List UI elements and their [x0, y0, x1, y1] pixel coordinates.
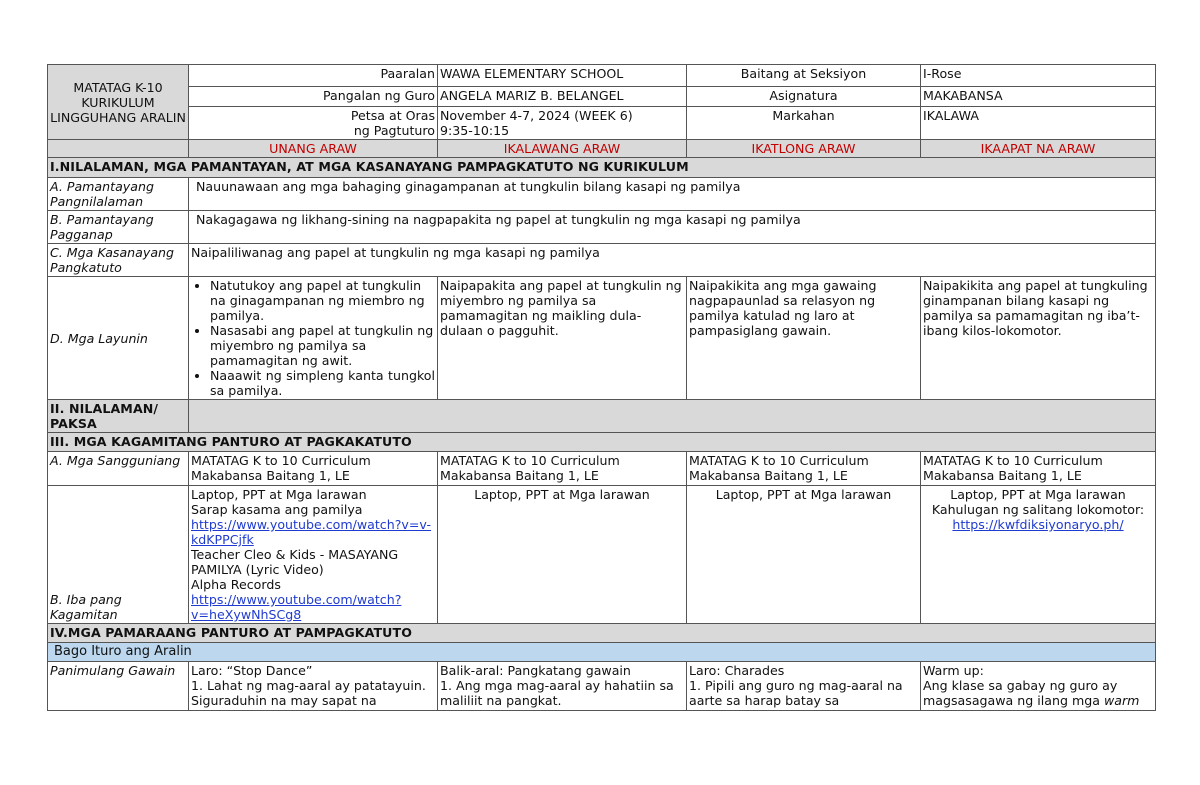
pamantayang-pagganap-label: B. Pamantayang Pagganap	[48, 211, 189, 244]
section-4-title: IV.MGA PAMARAANG PANTURO AT PAMPAGKATUTO	[48, 624, 1156, 643]
baitang-value: I-Rose	[921, 65, 1156, 87]
youtube-link-1[interactable]: https://www.youtube.com/watch?v=v-kdKPPCjfk	[191, 517, 432, 547]
list-item: • Natutukoy ang papel at tungkulin na ginagampanan ng miembro ng pamilya.	[210, 278, 435, 323]
day-header-3: IKATLONG ARAW	[687, 140, 921, 158]
kwf-diksiyonaryo-link[interactable]: https://kwfdiksiyonaryo.ph/	[952, 517, 1124, 532]
day-header-2: IKALAWANG ARAW	[438, 140, 687, 158]
kagamitan-day3: Laptop, PPT at Mga larawan	[687, 486, 921, 624]
layunin-day1-list	[191, 278, 435, 398]
kagamitan-day1: Laptop, PPT at Mga larawan Sarap kasama ang pamilya https://www.youtube.com/watch?v=v-kdKPPCjfk Teacher Cleo & Kids - MASAYANG PAMILYA (Lyric Video) Alpha Records https://www.youtube.com/watch?v=heXywNhSCg8	[189, 486, 438, 624]
kasanayang-pangkatuto-label: C. Mga Kasanayang Pangkatuto	[48, 244, 189, 277]
youtube-link-2[interactable]: https://www.youtube.com/watch?v=heXywNhSCg8	[191, 592, 402, 622]
lesson-plan-table	[47, 64, 1156, 711]
kagamitan-day4: Laptop, PPT at Mga larawan Kahulugan ng salitang lokomotor: https://kwfdiksiyonaryo.ph/	[921, 486, 1156, 624]
asignatura-label: Asignatura	[687, 87, 921, 107]
layunin-day2: Naipapakita ang papel at tungkulin ng miyembro ng pamilya sa pamamagitan ng maikling dula-dulaan o pagguhit.	[438, 277, 687, 400]
day-header-spacer	[48, 140, 189, 158]
panimulang-day4: Warm up: Ang klase sa gabay ng guro ay magsasagawa ng ilang mga warm	[921, 662, 1156, 711]
pamantayang-pangnilalaman-label: A. Pamantayang Pangnilalaman	[48, 178, 189, 211]
guro-value: ANGELA MARIZ B. BELANGEL	[438, 87, 687, 107]
bago-ituro-subheader: Bago Ituro ang Aralin	[48, 643, 1156, 662]
markahan-label: Markahan	[687, 107, 921, 140]
section-3-title: III. MGA KAGAMITANG PANTURO AT PAGKAKATUTO	[48, 433, 1156, 452]
pamantayang-pangnilalaman-value: Nauunawaan ang mga bahaging ginagampanan at tungkulin bilang kasapi ng pamilya	[189, 178, 1156, 211]
panimulang-day3: Laro: Charades 1. Pipili ang guro ng mag-aaral na aarte sa harap batay sa	[687, 662, 921, 711]
petsa-value: November 4-7, 2024 (WEEK 6) 9:35-10:15	[438, 107, 687, 140]
layunin-day1	[189, 277, 438, 400]
section-1-title: I.NILALAMAN, MGA PAMANTAYAN, AT MGA KASANAYANG PAMPAGKATUTO NG KURIKULUM	[48, 158, 1156, 178]
panimulang-gawain-label: Panimulang Gawain	[48, 662, 189, 711]
list-item: • Naaawit ng simpleng kanta tungkol sa pamilya.	[210, 368, 435, 398]
day-header-4: IKAAPAT NA ARAW	[921, 140, 1156, 158]
sanggunian-day4: MATATAG K to 10 Curriculum Makabansa Baitang 1, LE	[921, 452, 1156, 486]
kasanayang-pangkatuto-value: Naipaliliwanag ang papel at tungkulin ng mga kasapi ng pamilya	[189, 244, 1156, 277]
guro-label: Pangalan ng Guro	[189, 87, 438, 107]
sanggunian-label: A. Mga Sangguniang	[48, 452, 189, 486]
list-item: • Nasasabi ang papel at tungkulin ng miyembro ng pamilya sa pamamagitan ng awit.	[210, 323, 435, 368]
layunin-day4: Naipakikita ang papel at tungkuling ginampanan bilang kasapi ng pamilya sa pamamagitan ng iba’t-ibang kilos-lokomotor.	[921, 277, 1156, 400]
kagamitan-day2: Laptop, PPT at Mga larawan	[438, 486, 687, 624]
plan-title: MATATAG K-10 KURIKULUM LINGGUHANG ARALIN	[48, 65, 189, 140]
panimulang-day2: Balik-aral: Pangkatang gawain 1. Ang mga mag-aaral ay hahatiin sa maliliit na pangkat.	[438, 662, 687, 711]
paaralan-label: Paaralan	[189, 65, 438, 87]
petsa-label: Petsa at Oras ng Pagtuturo	[189, 107, 438, 140]
lesson-plan-sheet	[47, 64, 1155, 711]
iba-pang-kagamitan-label: B. Iba pang Kagamitan	[48, 486, 189, 624]
sanggunian-day2: MATATAG K to 10 Curriculum Makabansa Baitang 1, LE	[438, 452, 687, 486]
section-2-title: II. NILALAMAN/ PAKSA	[48, 400, 189, 433]
layunin-day3: Naipakikita ang mga gawaing nagpapaunlad sa relasyon ng pamilya katulad ng laro at pampasiglang gawain.	[687, 277, 921, 400]
paaralan-value: WAWA ELEMENTARY SCHOOL	[438, 65, 687, 87]
sanggunian-day1: MATATAG K to 10 Curriculum Makabansa Baitang 1, LE	[189, 452, 438, 486]
panimulang-day1: Laro: “Stop Dance” 1. Lahat ng mag-aaral ay patatayuin. Siguraduhin na may sapat na	[189, 662, 438, 711]
baitang-label: Baitang at Seksiyon	[687, 65, 921, 87]
layunin-label: D. Mga Layunin	[48, 277, 189, 400]
pamantayang-pagganap-value: Nakagagawa ng likhang-sining na nagpapakita ng papel at tungkulin ng mga kasapi ng pamilya	[189, 211, 1156, 244]
markahan-value: IKALAWA	[921, 107, 1156, 140]
sanggunian-day3: MATATAG K to 10 Curriculum Makabansa Baitang 1, LE	[687, 452, 921, 486]
day-header-1: UNANG ARAW	[189, 140, 438, 158]
asignatura-value: MAKABANSA	[921, 87, 1156, 107]
section-2-content	[189, 400, 1156, 433]
